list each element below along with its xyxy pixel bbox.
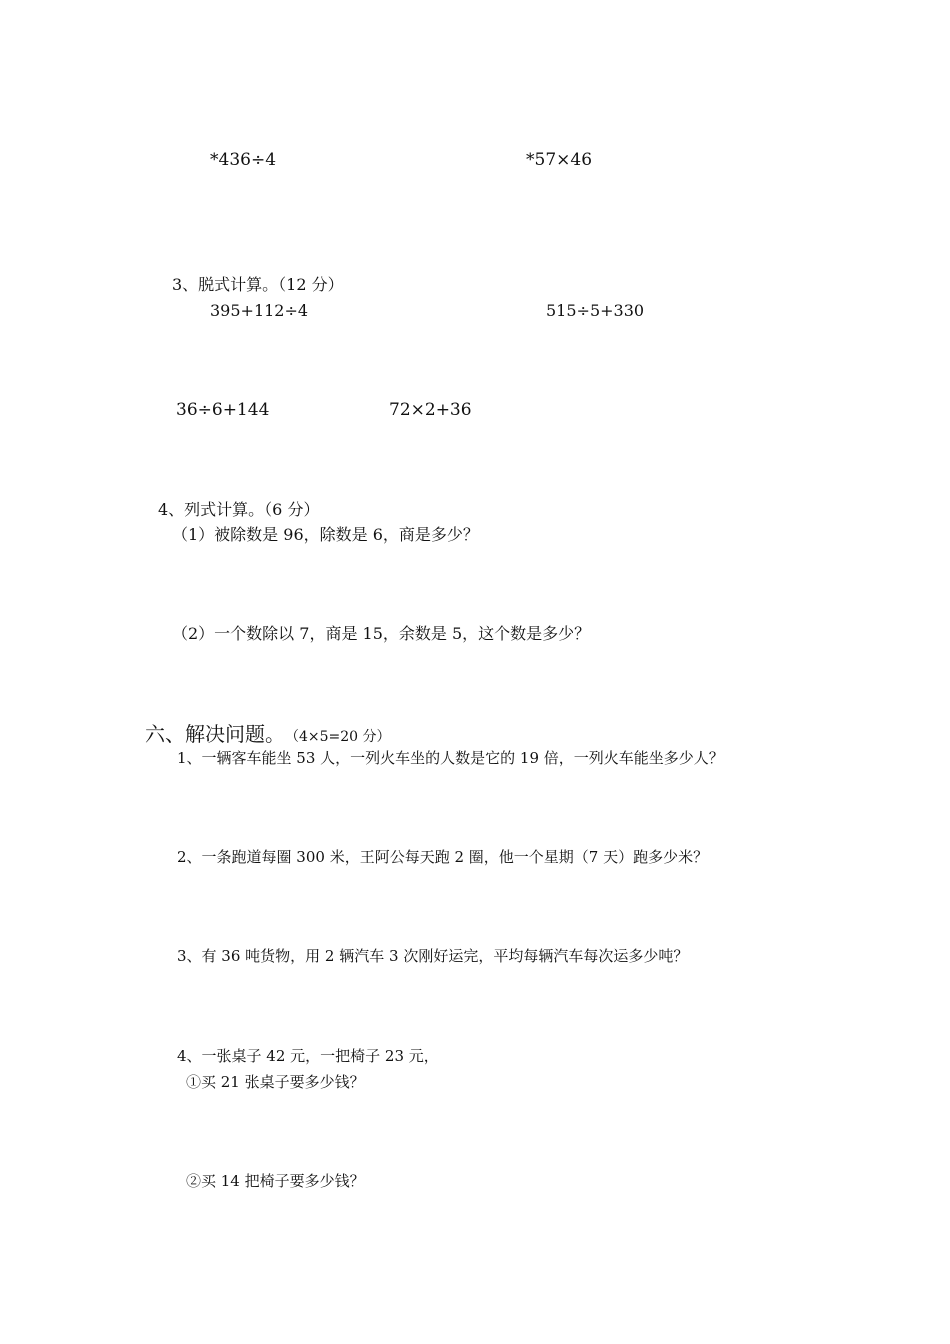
word-problem: 1、一辆客车能坐 53 人，一列火车坐的人数是它的 19 倍，一列火车能坐多少人？ (177, 749, 724, 767)
section-6-score: （4×5=20 分） (285, 729, 391, 745)
section-6-title: 六、解决问题。 (145, 722, 285, 746)
calc-expression: 36÷6+144 (176, 400, 270, 420)
word-problem: 4、一张桌子 42 元，一把椅子 23 元， (177, 1047, 439, 1065)
word-problem: 3、有 36 吨货物，用 2 辆汽车 3 次刚好运完，平均每辆汽车每次运多少吨？ (177, 947, 689, 965)
calc-item-right: *57×46 (526, 150, 593, 170)
calc-item-left: *436÷4 (210, 150, 277, 170)
calc-expression: 72×2+36 (389, 400, 472, 420)
word-problem-subitem: ②买 14 把椅子要多少钱？ (186, 1172, 365, 1190)
section-3-title: 3、脱式计算。（12 分） (172, 275, 344, 294)
calc-expression: 515÷5+330 (546, 301, 645, 320)
calc-expression: 395+112÷4 (210, 301, 309, 320)
section-4-title: 4、列式计算。（6 分） (158, 500, 320, 519)
section-6-heading (145, 724, 391, 744)
word-problem-subitem: ①买 21 张桌子要多少钱？ (186, 1073, 365, 1091)
section-4-item: （2）一个数除以 7，商是 15，余数是 5，这个数是多少？ (172, 624, 591, 643)
word-problem: 2、一条跑道每圈 300 米，王阿公每天跑 2 圈，他一个星期（7 天）跑多少米？ (177, 848, 709, 866)
section-4-item: （1）被除数是 96，除数是 6，商是多少？ (172, 525, 479, 544)
